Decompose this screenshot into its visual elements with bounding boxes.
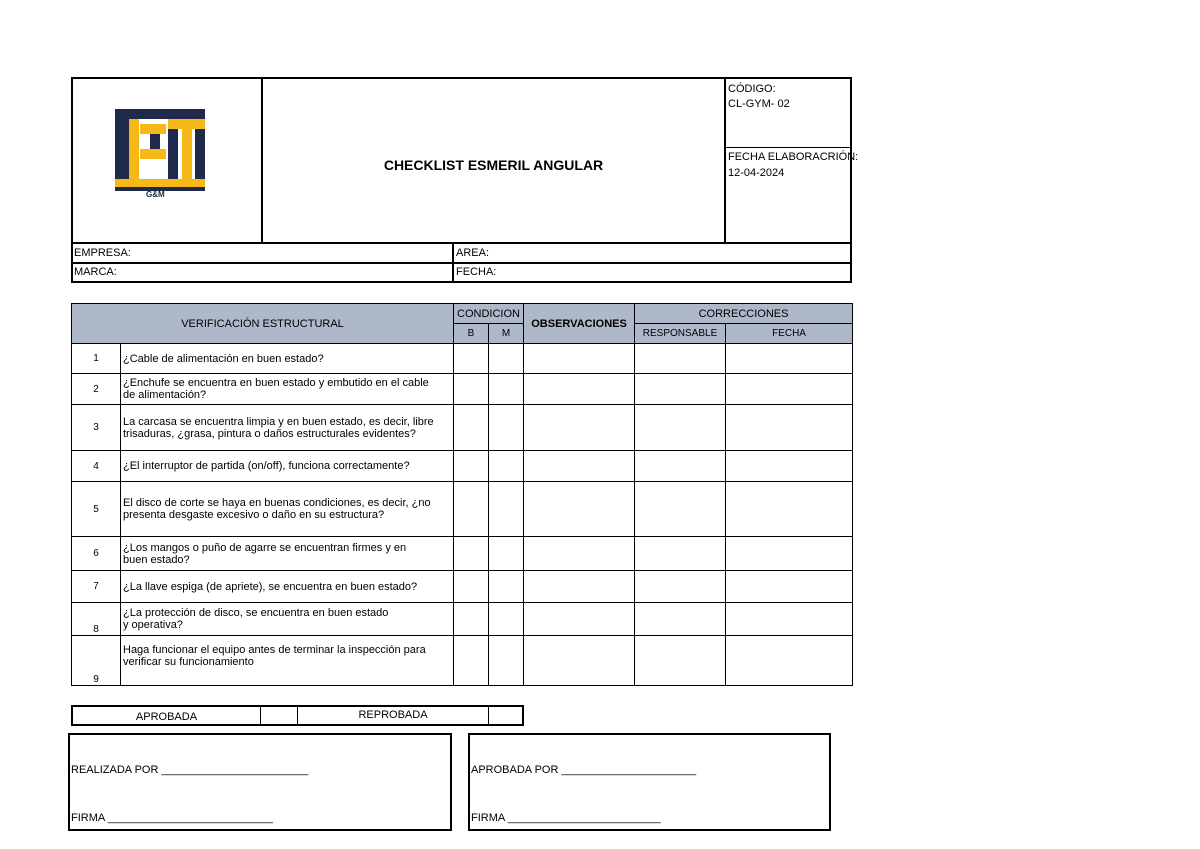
info-divider [452,242,454,283]
marca-field[interactable]: MARCA: [74,266,117,278]
row-number: 4 [72,451,121,482]
observaciones-cell[interactable] [524,344,635,374]
row-question: El disco de corte se haya en buenas condiciones, es decir, ¿no presenta desgaste excesivo o daño en su estructura? [121,482,454,537]
verificacion-label: VERIFICACIÓN ESTRUCTURAL [181,317,344,330]
m-cell[interactable] [489,374,524,405]
table-row [72,344,853,374]
responsable-cell[interactable] [635,374,726,405]
fecha-cell[interactable] [726,603,853,636]
row-number: 9 [72,636,121,686]
responsable-cell[interactable] [635,405,726,451]
m-cell[interactable] [489,482,524,537]
fecha-cell[interactable] [726,374,853,405]
row-question: ¿El interruptor de partida (on/off), funciona correctamente? [121,451,454,482]
responsable-cell[interactable] [635,344,726,374]
observaciones-cell[interactable] [524,603,635,636]
code-value: CL-GYM- 02 [728,98,790,110]
firma-right-field[interactable]: FIRMA _________________________ [471,812,661,824]
row-question: ¿Enchufe se encuentra en buen estado y embutido en el cable de alimentación? [121,374,454,405]
realizada-por-field[interactable]: REALIZADA POR ________________________ [71,764,309,776]
table-row [72,571,853,603]
aprobada-por-field[interactable]: APROBADA POR ______________________ [471,764,697,776]
fecha-cell[interactable] [726,571,853,603]
table-row [72,603,853,636]
observaciones-cell[interactable] [524,571,635,603]
aprobada-checkbox[interactable] [261,707,297,725]
m-cell[interactable] [489,451,524,482]
b-header: B [454,324,489,344]
b-cell[interactable] [454,344,489,374]
responsable-cell[interactable] [635,603,726,636]
observaciones-cell[interactable] [524,482,635,537]
m-cell[interactable] [489,603,524,636]
verificacion-header [72,304,454,344]
fecha-header: FECHA [726,324,853,344]
date-label: FECHA ELABORACRIÓN: [728,151,859,163]
header-divider-h [724,147,852,148]
responsable-cell[interactable] [635,451,726,482]
row-number: 1 [72,344,121,374]
observaciones-cell[interactable] [524,451,635,482]
b-cell[interactable] [454,571,489,603]
row-question: ¿Los mangos o puño de agarre se encuentran firmes y en buen estado? [121,537,454,571]
table-row [72,482,853,537]
row-question: Haga funcionar el equipo antes de terminar la inspección para verificar su funcionamiento [121,636,454,686]
b-cell[interactable] [454,405,489,451]
company-logo [110,104,210,204]
responsable-cell[interactable] [635,482,726,537]
m-cell[interactable] [489,405,524,451]
row-number: 6 [72,537,121,571]
b-cell[interactable] [454,451,489,482]
b-cell[interactable] [454,636,489,686]
correcciones-header: CORRECCIONES [635,304,853,324]
m-cell[interactable] [489,537,524,571]
table-row [72,636,853,686]
row-number: 2 [72,374,121,405]
checklist-table [71,303,853,686]
page-title: CHECKLIST ESMERIL ANGULAR [383,157,604,173]
fecha-cell[interactable] [726,636,853,686]
b-cell[interactable] [454,374,489,405]
row-question: ¿La llave espiga (de apriete), se encuentra en buen estado? [121,571,454,603]
row-question: La carcasa se encuentra limpia y en buen estado, es decir, libre trisaduras, ¿grasa, pintura o daños estructurales evidentes? [121,405,454,451]
m-cell[interactable] [489,636,524,686]
observaciones-header: OBSERVACIONES [524,304,635,344]
observaciones-cell[interactable] [524,405,635,451]
responsable-cell[interactable] [635,537,726,571]
m-header: M [489,324,524,344]
row-number: 8 [72,603,121,636]
aprobada-label: APROBADA [135,710,198,723]
empresa-field[interactable]: EMPRESA: [74,247,131,259]
responsable-cell[interactable] [635,636,726,686]
area-field[interactable]: AREA: [456,247,490,259]
table-row [72,374,853,405]
responsable-cell[interactable] [635,571,726,603]
observaciones-cell[interactable] [524,537,635,571]
m-cell[interactable] [489,571,524,603]
m-cell[interactable] [489,344,524,374]
row-number: 5 [72,482,121,537]
b-cell[interactable] [454,603,489,636]
firma-left-field[interactable]: FIRMA ___________________________ [71,812,273,824]
table-row [72,537,853,571]
table-row [72,451,853,482]
fecha-cell[interactable] [726,405,853,451]
observaciones-cell[interactable] [524,636,635,686]
fecha-cell[interactable] [726,537,853,571]
fecha-cell[interactable] [726,451,853,482]
b-cell[interactable] [454,482,489,537]
condicion-header: CONDICION [454,304,524,324]
row-question: ¿La protección de disco, se encuentra en buen estado y operativa? [121,603,454,636]
row-question: ¿Cable de alimentación en buen estado? [121,344,454,374]
fecha-cell[interactable] [726,344,853,374]
fecha-cell[interactable] [726,482,853,537]
table-row [72,405,853,451]
code-label: CÓDIGO: [728,83,776,95]
reprobada-checkbox[interactable] [489,707,522,725]
row-number: 3 [72,405,121,451]
b-cell[interactable] [454,537,489,571]
reprobada-label: REPROBADA [358,708,428,721]
row-number: 7 [72,571,121,603]
responsable-header: RESPONSABLE [635,324,726,344]
fecha-field[interactable]: FECHA: [456,266,497,278]
header-divider-2 [724,77,726,244]
observaciones-cell[interactable] [524,374,635,405]
logo-text: G&M [146,190,165,199]
date-value: 12-04-2024 [728,167,785,179]
